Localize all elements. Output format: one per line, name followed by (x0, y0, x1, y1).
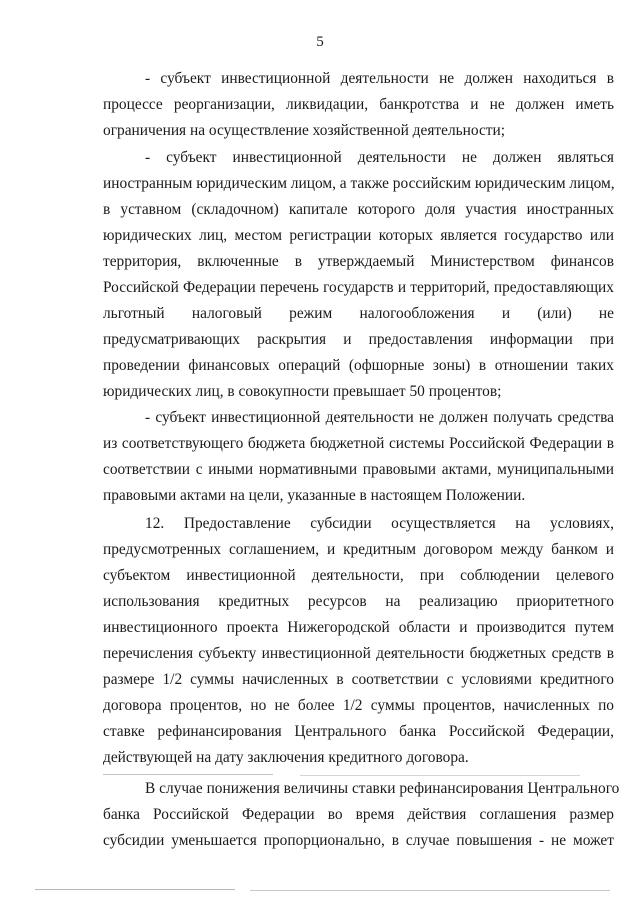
text-line: предусмотренных соглашением, и кредитным договором между банком и (103, 541, 614, 558)
text-line: - субъект инвестиционной деятельности не должен получать средства (145, 409, 614, 426)
text-line: ставке рефинансирования Центрального банка Российской Федерации, (103, 723, 614, 740)
text-line: правовыми актами на цели, указанные в настоящем Положении. (103, 487, 526, 504)
text-line: размере 1/2 суммы начисленных в соответствии с условиями кредитного (103, 671, 614, 688)
scan-artifact (300, 775, 580, 776)
text-line: из соответствующего бюджета бюджетной системы Российской Федерации в (103, 435, 614, 452)
text-line: юридических лиц, в совокупности превышает 50 процентов; (103, 383, 502, 400)
text-line: процессе реорганизации, ликвидации, банкротства и не должен иметь (103, 96, 614, 113)
scan-artifact (35, 889, 235, 890)
scan-artifact (103, 774, 273, 775)
text-line: В случае понижения величины ставки рефинансирования Центрального (145, 780, 620, 797)
page-number: 5 (316, 34, 324, 50)
text-line: - субъект инвестиционной деятельности не должен находиться в (145, 70, 614, 87)
text-line: льготный налоговый режим налогообложения и (или) не (103, 305, 614, 322)
text-line: соответствии с иными нормативными правовыми актами, муниципальными (103, 461, 614, 478)
text-line: 12. Предоставление субсидии осуществляется на условиях, (145, 515, 614, 532)
text-line: договора процентов, но не более 1/2 суммы процентов, начисленных по (103, 697, 614, 714)
text-line: субъектом инвестиционной деятельности, при соблюдении целевого (103, 567, 614, 584)
scan-artifact (250, 890, 610, 891)
text-line: ограничения на осуществление хозяйственной деятельности; (103, 122, 506, 139)
text-line: - субъект инвестиционной деятельности не должен являться (145, 149, 614, 166)
text-line: территория, включенные в утверждаемый Министерством финансов (103, 253, 614, 270)
text-line: юридических лиц, местом регистрации которых является государство или (103, 227, 614, 244)
text-line: инвестиционного проекта Нижегородской области и производится путем (103, 619, 614, 636)
text-line: использования кредитных ресурсов на реализацию приоритетного (103, 593, 614, 610)
text-line: предусматривающих раскрытия и предоставления информации при (103, 331, 614, 348)
text-line: иностранным юридическим лицом, а также российским юридическим лицом, (103, 175, 615, 192)
text-line: действующей на дату заключения кредитного договора. (103, 749, 469, 766)
text-line: субсидии уменьшается пропорционально, в случае повышения - не может (103, 832, 614, 849)
text-line: перечисления субъекту инвестиционной деятельности бюджетных средств в (103, 645, 614, 662)
text-line: проведении финансовых операций (офшорные зоны) в отношении таких (103, 357, 614, 374)
text-line: в уставном (складочном) капитале которого доля участия иностранных (103, 201, 614, 218)
text-line: банка Российской Федерации во время действия соглашения размер (103, 806, 614, 823)
text-line: Российской Федерации перечень государств и территорий, предоставляющих (103, 279, 614, 296)
